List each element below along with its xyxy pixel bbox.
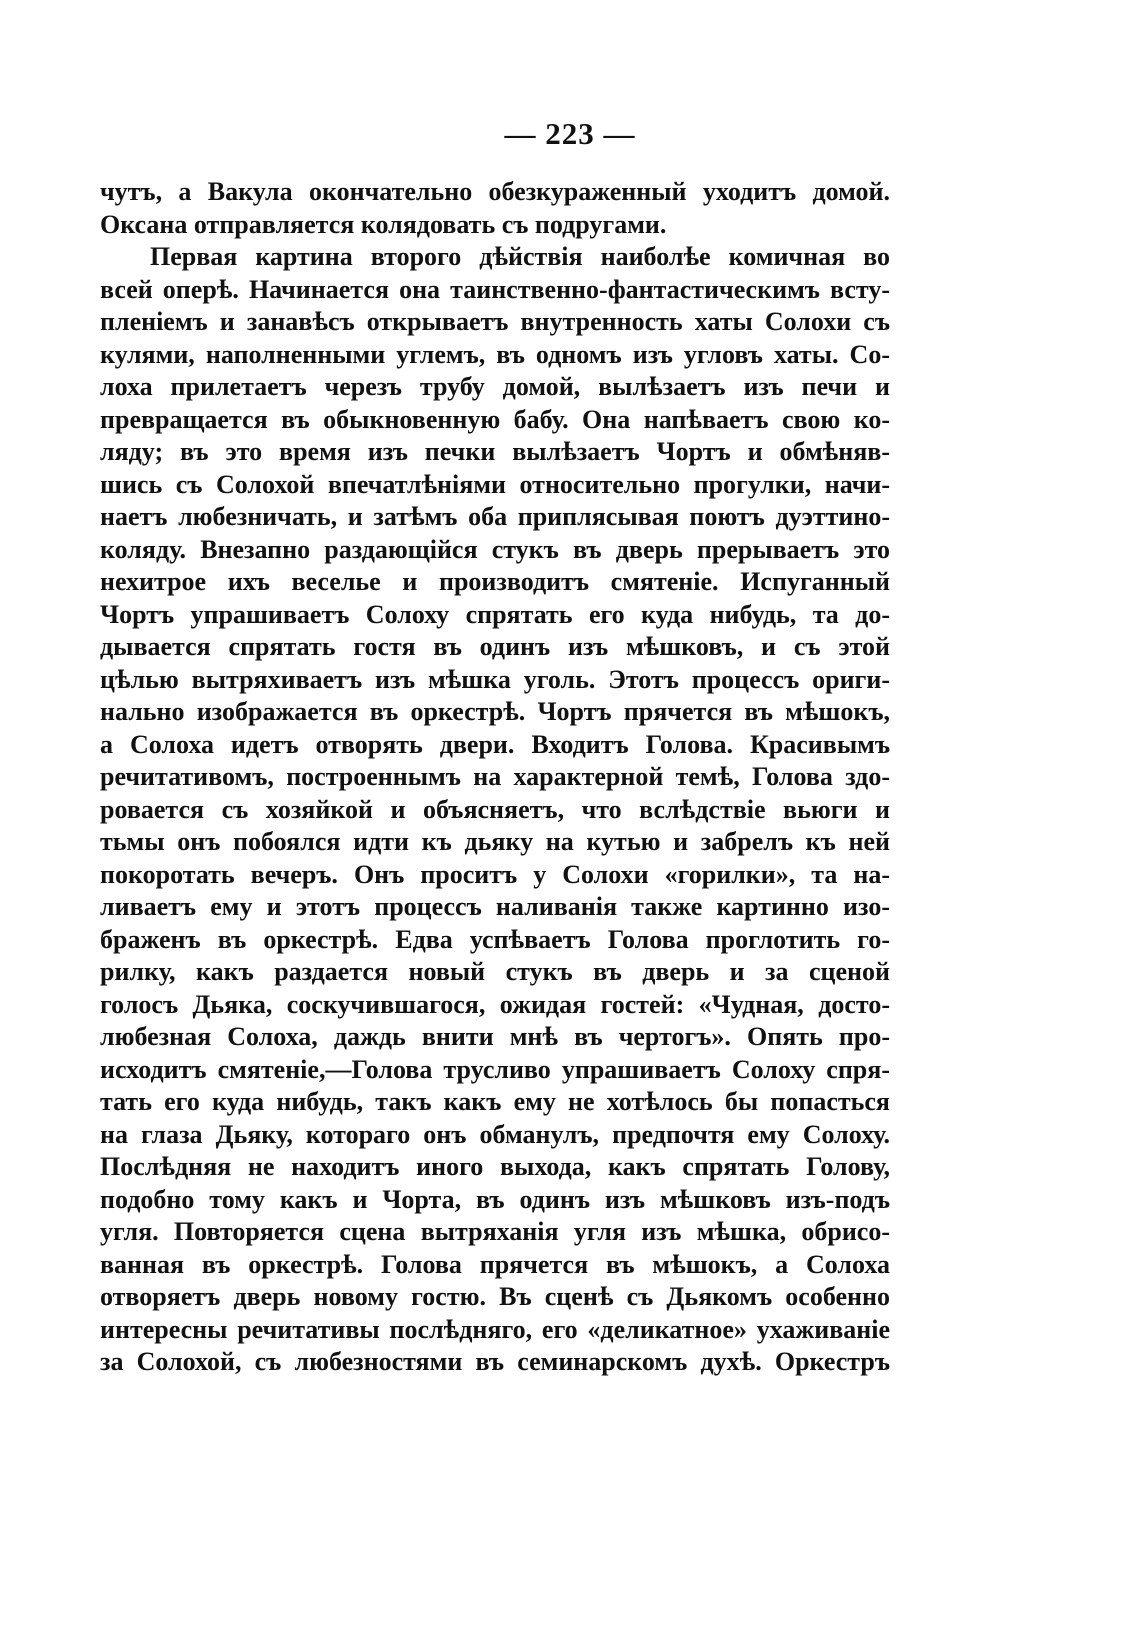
text-line: речитативомъ, построеннымъ на характерной темѣ, Голова здо- xyxy=(100,762,890,791)
text-line: Оксана отправляется колядовать съ подругами. xyxy=(100,209,667,239)
text-line: голосъ Дьяка, соскучившагося, ожидая гостей: «Чудная, досто- xyxy=(100,989,890,1019)
body-text xyxy=(100,176,890,1379)
text-line: коляду. Внезапно раздающійся стукъ въ дверь прерываетъ это xyxy=(100,534,890,564)
text-line: ровается съ хозяйкой и объясняетъ, что вслѣдствіе вьюги и xyxy=(100,794,890,824)
text-line: Первая картина второго дѣйствія наиболѣе комичная во xyxy=(150,242,890,271)
text-line: шись съ Солохой впечатлѣніями относительно прогулки, начи- xyxy=(100,469,890,499)
text-line: на глаза Дьяку, котораго онъ обманулъ, предпочтя ему Солоху. xyxy=(100,1119,890,1149)
text-line: чутъ, а Вакула окончательно обезкураженный уходитъ домой. xyxy=(100,177,890,206)
text-line: а Солоха идетъ отворять двери. Входитъ Голова. Красивымъ xyxy=(100,729,890,759)
text-line: нально изображается въ оркестрѣ. Чортъ прячется въ мѣшокъ, xyxy=(100,697,890,726)
text-line: пленіемъ и занавѣсъ открываетъ внутренность хаты Солохи съ xyxy=(100,307,890,336)
text-line: Послѣдняя не находитъ иного выхода, какъ спрятать Голову, xyxy=(100,1152,890,1181)
text-line: интересны речитативы послѣдняго, его «деликатное» ухаживаніе xyxy=(100,1314,890,1344)
text-line: покоротать вечеръ. Онъ проситъ у Солохи «горилки», та на- xyxy=(100,859,890,889)
text-line: браженъ въ оркестрѣ. Едва успѣваетъ Голова проглотить го- xyxy=(100,924,890,954)
page-number: — 223 — xyxy=(504,116,636,151)
text-line: всей оперѣ. Начинается она таинственно-фантастическимъ всту- xyxy=(100,274,890,304)
text-line: нехитрое ихъ веселье и производитъ смятеніе. Испуганный xyxy=(100,567,890,596)
text-line: ливаетъ ему и этотъ процессъ наливанія также картинно изо- xyxy=(100,892,890,921)
text-line: Чортъ упрашиваетъ Солоху спрятать его куда нибудь, та до- xyxy=(100,599,890,629)
text-line: тьмы онъ побоялся идти къ дьяку на кутью и забрелъ къ ней xyxy=(100,827,890,856)
text-line: отворяетъ дверь новому гостю. Въ сценѣ съ Дьякомъ особенно xyxy=(100,1282,890,1311)
text-line: рилку, какъ раздается новый стукъ въ дверь и за сценой xyxy=(100,957,890,986)
text-line: исходитъ смятеніе,—Голова трусливо упрашиваетъ Солоху спря- xyxy=(100,1054,890,1084)
text-line: любезная Солоха, даждь внити мнѣ въ чертогъ». Опять про- xyxy=(100,1022,890,1051)
text-line: подобно тому какъ и Чорта, въ одинъ изъ мѣшковъ изъ-подъ xyxy=(100,1184,890,1214)
text-line: превращается въ обыкновенную бабу. Она напѣваетъ свою ко- xyxy=(100,404,890,434)
text-line: тать его куда нибудь, такъ какъ ему не хотѣлось бы попасться xyxy=(100,1087,890,1116)
text-line: наетъ любезничать, и затѣмъ оба приплясывая поютъ дуэттино- xyxy=(100,502,890,531)
text-line: дывается спрятать гостя въ одинъ изъ мѣшковъ, и съ этой xyxy=(100,632,890,661)
text-line: цѣлью вытряхиваетъ изъ мѣшка уголь. Этотъ процессъ ориги- xyxy=(100,664,890,694)
text-line: угля. Повторяется сцена вытряханія угля изъ мѣшка, обрисо- xyxy=(100,1217,890,1246)
text-line: ляду; въ это время изъ печки вылѣзаетъ Чортъ и обмѣняв- xyxy=(100,437,890,466)
text-line: ванная въ оркестрѣ. Голова прячется въ мѣшокъ, а Солоха xyxy=(100,1249,890,1279)
text-line: кулями, наполненными углемъ, въ одномъ изъ угловъ хаты. Со- xyxy=(100,339,890,369)
text-line: лоха прилетаетъ черезъ трубу домой, вылѣзаетъ изъ печи и xyxy=(100,372,890,401)
text-line: за Солохой, съ любезностями въ семинарскомъ духѣ. Оркестръ xyxy=(100,1347,890,1376)
